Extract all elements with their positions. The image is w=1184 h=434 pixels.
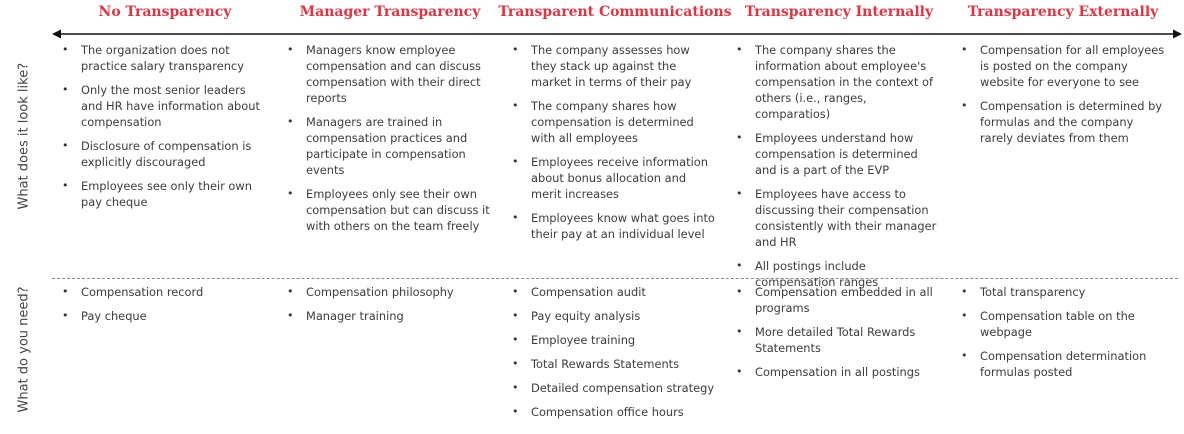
- list-item: • The company shares how compensation is determined with all employees: [512, 98, 718, 146]
- list-item: • Disclosure of compensation is explicitly discouraged: [62, 138, 268, 170]
- list-item: • Employees know what goes into their pay at an individual level: [512, 210, 718, 242]
- need-column-4: [736, 284, 942, 388]
- look-column-4: [736, 42, 942, 298]
- row-label-need: What do you need?: [16, 286, 32, 413]
- list-item: • Manager training: [287, 308, 495, 324]
- need-column-1: [62, 284, 268, 332]
- look-column-3: [512, 42, 718, 250]
- list-item: • Only the most senior leaders and HR have information about compensation: [62, 82, 268, 130]
- column-title: Transparency Externally: [967, 4, 1159, 20]
- list-item: • Compensation determination formulas posted: [961, 348, 1167, 380]
- double-arrow-icon: [52, 27, 1182, 41]
- need-column-3: [512, 284, 718, 428]
- list-item: • Employees only see their own compensation but can discuss it with others on the team freely: [287, 186, 495, 234]
- column-title: Transparency Internally: [744, 4, 934, 20]
- list-item: • All postings include compensation ranges: [736, 258, 942, 290]
- list-item: • More detailed Total Rewards Statements: [736, 324, 942, 356]
- list-item: • Employees understand how compensation is determined and is a part of the EVP: [736, 130, 942, 178]
- list-item: • Pay cheque: [62, 308, 268, 324]
- list-item: • The organization does not practice salary transparency: [62, 42, 268, 74]
- list-item: • Total transparency: [961, 284, 1167, 300]
- list-item: • Compensation in all postings: [736, 364, 942, 380]
- row-label-look: What does it look like?: [16, 62, 32, 210]
- list-item: • Compensation philosophy: [287, 284, 495, 300]
- column-title: Manager Transparency: [299, 4, 481, 20]
- list-item: • Employee training: [512, 332, 718, 348]
- need-column-5: [961, 284, 1167, 388]
- list-item: • Compensation office hours: [512, 404, 718, 420]
- list-item: • Employees have access to discussing their compensation consistently with their manager and HR: [736, 186, 942, 250]
- list-item: • Compensation record: [62, 284, 268, 300]
- list-item: • The company shares the information about employee's compensation in the context of others (i.e., ranges, comparatios): [736, 42, 942, 122]
- list-item: • Compensation for all employees is posted on the company website for everyone to see: [961, 42, 1167, 90]
- column-title: No Transparency: [98, 4, 232, 20]
- look-column-2: [287, 42, 495, 242]
- list-item: • Compensation table on the webpage: [961, 308, 1167, 340]
- look-column-5: [961, 42, 1167, 154]
- list-item: • Managers are trained in compensation practices and participate in compensation events: [287, 114, 495, 178]
- column-headers: [52, 4, 1180, 26]
- need-column-2: [287, 284, 495, 332]
- list-item: • Detailed compensation strategy: [512, 380, 718, 396]
- list-item: • Total Rewards Statements: [512, 356, 718, 372]
- list-item: • Compensation is determined by formulas and the company rarely deviates from them: [961, 98, 1167, 146]
- list-item: • Managers know employee compensation and can discuss compensation with their direct reports: [287, 42, 495, 106]
- column-title: Transparent Communications: [498, 4, 732, 20]
- row-divider: [52, 278, 1178, 279]
- list-item: • Employees see only their own pay cheque: [62, 178, 268, 210]
- list-item: • Compensation audit: [512, 284, 718, 300]
- look-column-1: [62, 42, 268, 218]
- list-item: • The company assesses how they stack up against the market in terms of their pay: [512, 42, 718, 90]
- list-item: • Employees receive information about bonus allocation and merit increases: [512, 154, 718, 202]
- list-item: • Pay equity analysis: [512, 308, 718, 324]
- list-item: • Compensation embedded in all programs: [736, 284, 942, 316]
